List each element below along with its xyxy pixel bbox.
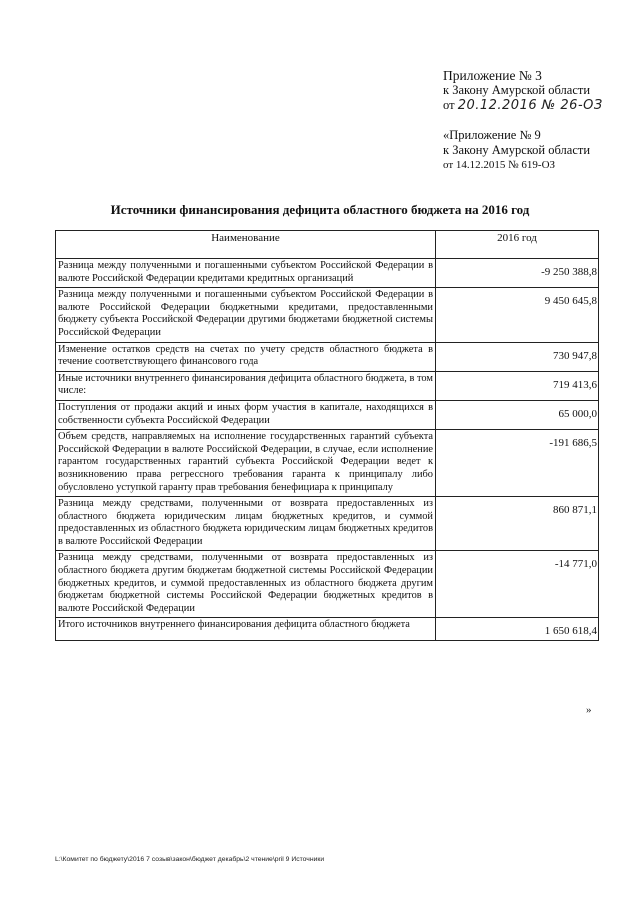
row-value: -191 686,5 xyxy=(436,430,599,497)
handwritten-date: 20.12.2016 № 26-ОЗ xyxy=(457,98,603,113)
row-name: Разница между полученными и погашенными субъектом Российской Федерации в валюте Российской Федерации кредитами кредитных организаций xyxy=(56,259,436,288)
row-value: -9 250 388,8 xyxy=(436,259,599,288)
table-row xyxy=(56,400,599,429)
table-row xyxy=(56,430,599,497)
financing-sources-table xyxy=(55,230,599,641)
document-title: Источники финансирования дефицита областного бюджета на 2016 год xyxy=(110,202,530,217)
row-value: 730 947,8 xyxy=(436,342,599,371)
row-name: Разница между средствами, полученными от возврата предоставленных из областного бюджета другим бюджетам бюджетной системы Российской Федерации бюджетных кредитов, и суммой предоставленных из областного бюджета другим бюджетам бюджетной системы Российской Федерации бюджетных кредитов в валюте Российской Федерации xyxy=(56,551,436,618)
total-value: 1 650 618,4 xyxy=(436,618,599,641)
table-header-row xyxy=(56,231,599,259)
row-value: 65 000,0 xyxy=(436,400,599,429)
table-total-row xyxy=(56,618,599,641)
table-row xyxy=(56,288,599,342)
row-value: -14 771,0 xyxy=(436,551,599,618)
table-row xyxy=(56,551,599,618)
original-appendix-header xyxy=(443,128,590,173)
original-appendix-law-ref: к Закону Амурской области xyxy=(443,143,591,157)
row-name: Объем средств, направляемых на исполнение государственных гарантий субъекта Российской Федерации в валюте Российской Федерации, в случае, если исполнение гарантом государственных гарантий субъекта Российской Федерации ведет к возникновению права регрессного требования гаранта к принципалу либо обусловлено уступкой гаранту прав требования бенефициара к принципалу xyxy=(56,430,436,497)
total-name: Итого источников внутреннего финансирования дефицита областного бюджета xyxy=(56,618,436,641)
table-row xyxy=(56,259,599,288)
appendix-number: Приложение № 3 xyxy=(443,68,542,83)
row-name: Изменение остатков средств на счетах по учету средств областного бюджета в течение соответствующего финансового года xyxy=(56,342,436,371)
appendix-header xyxy=(443,68,603,113)
original-appendix-number: «Приложение № 9 xyxy=(443,128,541,142)
original-appendix-date: от 14.12.2015 № 619-ОЗ xyxy=(443,159,556,171)
row-name: Иные источники внутреннего финансирования дефицита областного бюджета, в том числе: xyxy=(56,371,436,400)
appendix-date-line xyxy=(443,98,603,113)
table-row xyxy=(56,497,599,551)
header-name: Наименование xyxy=(56,231,436,259)
row-value: 860 871,1 xyxy=(436,497,599,551)
row-value: 719 413,6 xyxy=(436,371,599,400)
row-name: Разница между полученными и погашенными субъектом Российской Федерации в валюте Российской Федерации бюджетными кредитами, предоставленными бюджету субъекта Российской Федерации другими бюджетами бюджетной системы Российской Федерации xyxy=(56,288,436,342)
row-name: Поступления от продажи акций и иных форм участия в капитале, находящихся в собственности субъекта Российской Федерации xyxy=(56,400,436,429)
file-path-footer: L:\Комитет по бюджету\2016 7 созыв\закон\бюджет декабрь\2 чтение\pril 9 Источники xyxy=(55,856,325,863)
appendix-law-ref: к Закону Амурской области xyxy=(443,83,591,97)
closing-quote: » xyxy=(586,704,592,716)
appendix-date-prefix: от xyxy=(443,98,455,112)
table-row xyxy=(56,371,599,400)
row-name: Разница между средствами, полученными от возврата предоставленных из областного бюджета юридическим лицам бюджетных кредитов, и суммой предоставленных из областного бюджета юридическим лицам бюджетных кредитов в валюте Российской Федерации xyxy=(56,497,436,551)
table-row xyxy=(56,342,599,371)
row-value: 9 450 645,8 xyxy=(436,288,599,342)
header-year: 2016 год xyxy=(436,231,599,259)
